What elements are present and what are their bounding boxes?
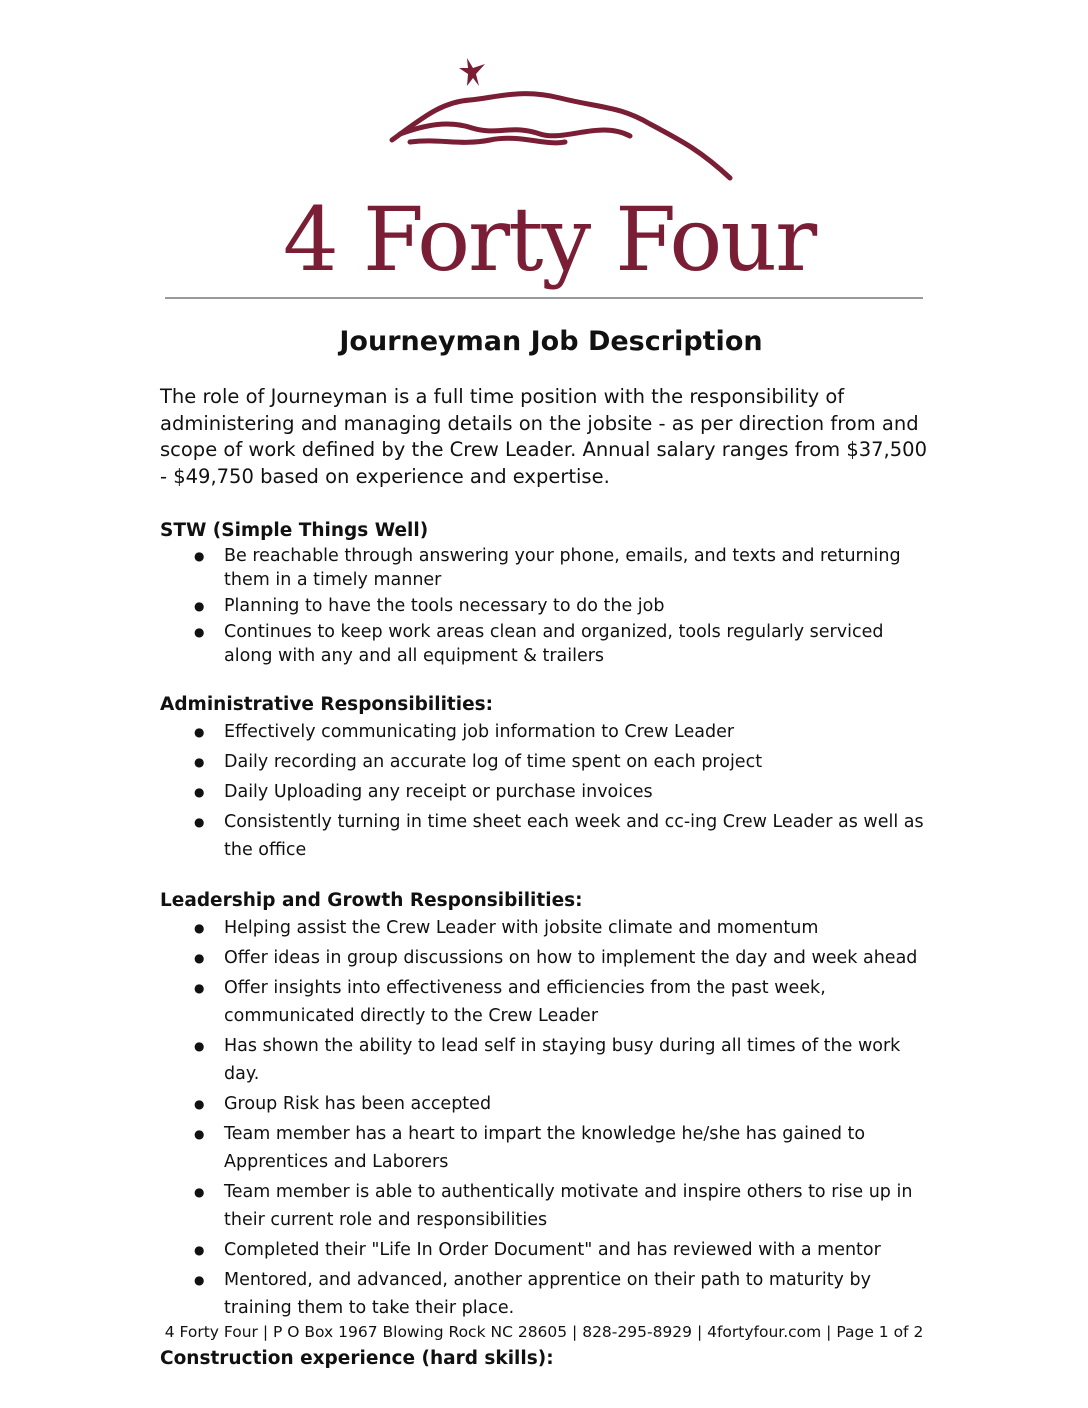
list-item: ● Mentored, and advanced, another apprentice on their path to maturity by training them to take their place. bbox=[160, 1266, 930, 1322]
section-heading-leadership: Leadership and Growth Responsibilities: bbox=[160, 890, 583, 911]
logo-wordmark: 4 Forty Four bbox=[282, 188, 816, 291]
list-item: ● Offer insights into effectiveness and efficiencies from the past week, communicated directly to the Crew Leader bbox=[160, 974, 930, 1030]
header-divider bbox=[165, 297, 923, 299]
list-item: ● Be reachable through answering your phone, emails, and texts and returning them in a timely manner bbox=[160, 544, 930, 592]
administrative-list bbox=[160, 718, 930, 864]
list-item: ● Offer ideas in group discussions on how to implement the day and week ahead bbox=[160, 944, 930, 972]
page-footer: 4 Forty Four | P O Box 1967 Blowing Rock NC 28605 | 828-295-8929 | 4fortyfour.com | Page 1 of 2 bbox=[164, 1323, 924, 1341]
page-title: Journeyman Job Description bbox=[339, 326, 763, 357]
document-body bbox=[160, 322, 930, 1372]
company-logo bbox=[0, 50, 1088, 291]
list-item: ● Group Risk has been accepted bbox=[160, 1090, 930, 1118]
list-item: ● Team member is able to authentically motivate and inspire others to rise up in their current role and responsibilities bbox=[160, 1178, 930, 1234]
list-item: ● Has shown the ability to lead self in staying busy during all times of the work day. bbox=[160, 1032, 930, 1088]
list-item: ● Planning to have the tools necessary to do the job bbox=[160, 594, 930, 618]
stw-list bbox=[160, 544, 930, 668]
list-item: ● Effectively communicating job information to Crew Leader bbox=[160, 718, 930, 746]
list-item: ● Daily Uploading any receipt or purchase invoices bbox=[160, 778, 930, 806]
list-item: ● Continues to keep work areas clean and organized, tools regularly serviced along with any and all equipment & trailers bbox=[160, 620, 930, 668]
list-item: ● Completed their "Life In Order Document" and has reviewed with a mentor bbox=[160, 1236, 930, 1264]
section-heading-administrative: Administrative Responsibilities: bbox=[160, 694, 494, 715]
leadership-list bbox=[160, 914, 930, 1322]
list-item: ● Team member has a heart to impart the knowledge he/she has gained to Apprentices and Laborers bbox=[160, 1120, 930, 1176]
list-item: ● Helping assist the Crew Leader with jobsite climate and momentum bbox=[160, 914, 930, 942]
list-item: ● Consistently turning in time sheet each week and cc-ing Crew Leader as well as the office bbox=[160, 808, 930, 864]
intro-paragraph: The role of Journeyman is a full time position with the responsibility of administering and managing details on the jobsite - as per direction from and scope of work defined by the Crew Leader. Annual salary ranges from $37,500 - $49,750 based on experience and expertise. bbox=[160, 385, 927, 488]
section-heading-stw: STW (Simple Things Well) bbox=[160, 520, 429, 541]
list-item: ● Daily recording an accurate log of time spent on each project bbox=[160, 748, 930, 776]
section-heading-construction: Construction experience (hard skills): bbox=[160, 1348, 554, 1369]
